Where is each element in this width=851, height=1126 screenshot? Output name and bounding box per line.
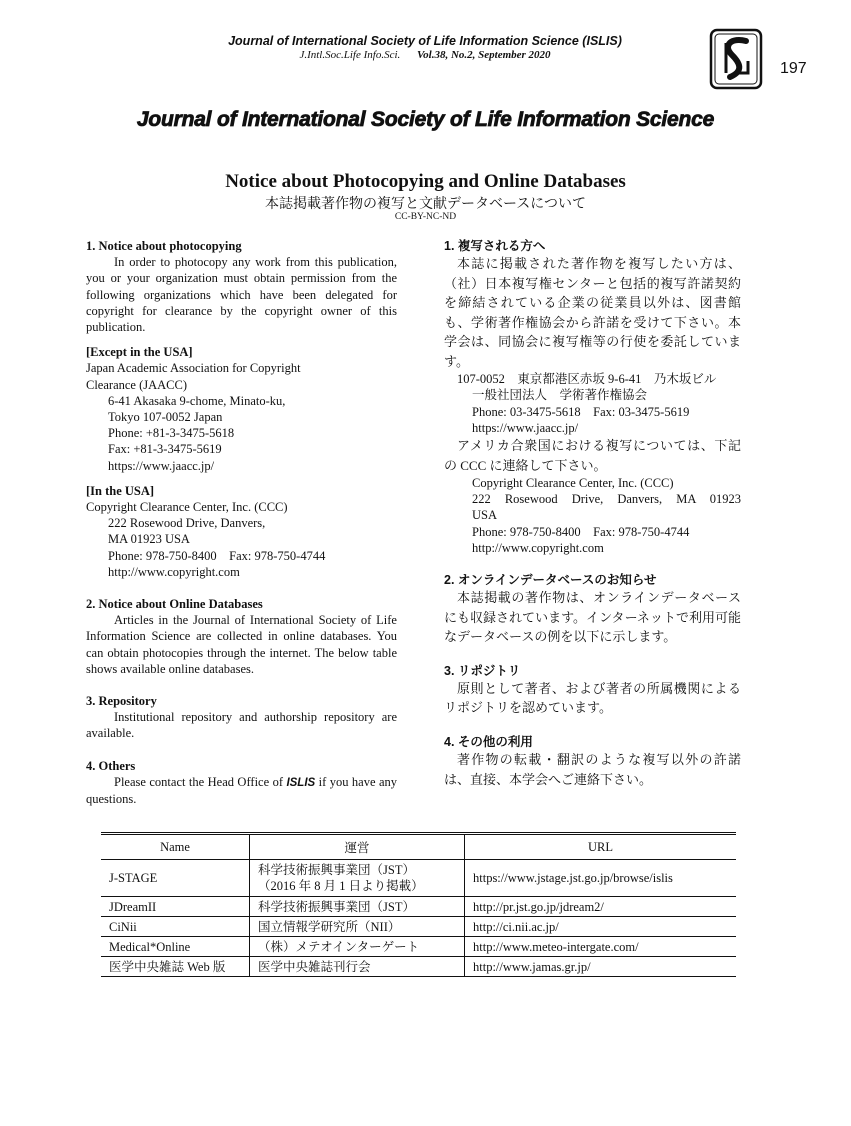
section-body: 本誌掲載の著作物は、オンラインデータベースにも収録されています。インターネットで利用可能なデータベースの例を以下に示します。 [444,590,741,645]
db-operator: 科学技術振興事業団（JST） [250,897,465,917]
address-line: 一般社団法人 学術著作権協会 [472,388,648,403]
subsection-heading: [In the USA] [86,483,155,498]
section-body: アメリカ合衆国における複写については、下記の CCC に連絡して下さい。 [444,438,741,473]
section-body: Please contact the Head Office of ISLIS if you have any questions. [86,774,398,807]
address-line: Japan Academic Association for Copyright [86,361,301,376]
column-header: URL [465,834,737,860]
section-body: In order to photocopy any work from this publication, you or your organization must obtain permission from the following organizations which have been delegated for copyright for clearance by the copyright owner of this publication. [86,255,397,335]
website-url: http://www.copyright.com [472,540,604,555]
db-url[interactable]: http://www.meteo-intergate.com/ [465,937,737,957]
table-row [101,917,736,937]
section-heading: 4. その他の利用 [444,734,533,749]
db-name: JDreamII [101,897,250,917]
address-line: Clearance (JAACC) [86,377,188,392]
subsection-heading: [Except in the USA] [86,345,193,360]
table-row [101,957,736,977]
db-operator: 科学技術振興事業団（JST） （2016 年 8 月 1 日より掲載） [250,860,465,897]
phone-number: Phone: 978-750-8400 Fax: 978-750-4744 [472,524,690,539]
address-line: Copyright Clearance Center, Inc. (CCC) [86,500,288,515]
db-operator: （株）メテオインターゲート [250,937,465,957]
section-heading: 1. 複写される方へ [444,239,546,253]
column-header: 運営 [250,834,465,860]
website-url: http://www.copyright.com [108,564,240,579]
db-url[interactable]: http://ci.nii.ac.jp/ [465,917,737,937]
section-heading: 1. Notice about photocopying [86,239,242,253]
db-name: CiNii [101,917,250,937]
address-line: Copyright Clearance Center, Inc. (CCC) [472,476,674,491]
online-databases-table [101,832,736,977]
db-url[interactable]: https://www.jstage.jst.go.jp/browse/islis [465,860,737,897]
phone-number: Phone: 03-3475-5618 Fax: 03-3475-5619 [472,404,690,419]
website-url: https://www.jaacc.jp/ [108,458,215,473]
section-heading: 3. リポジトリ [444,663,521,678]
db-name: J-STAGE [109,871,158,885]
section-heading: 2. オンラインデータベースのお知らせ [444,573,657,588]
section-heading: 2. Notice about Online Databases [86,597,263,612]
section-body: 著作物の転載・翻訳のような複写以外の許諾は、直接、本学会へご連絡下さい。 [444,752,741,787]
section-heading: 3. Repository [86,694,157,709]
db-url[interactable]: http://www.jamas.gr.jp/ [465,957,737,977]
address-line: MA 01923 USA [108,532,190,547]
license-label: CC-BY-NC-ND [394,212,457,222]
section-body: Institutional repository and authorship repository are available. [86,710,397,741]
db-name: 医学中央雑誌 Web 版 [101,957,250,977]
address-line: 6-41 Akasaka 9-chome, Minato-ku, [108,393,286,408]
section-body: 原則として著者、および著者の所属機関によるリポジトリを認めています。 [444,680,741,716]
section-body: 本誌に掲載された著作物を複写したい方は、（社）日本複写権センターと包括的複写許諾契約を締結されている企業の従業員以外は、図書館も、学術著作権協会から許諾を受けて下さい。本学会は、同協会に複写権等の行使を委託しています。 [444,256,741,369]
running-header-citation [150,49,700,61]
right-column-japanese [444,238,741,789]
table-row [101,937,736,957]
page-title-japanese: 本誌掲載著作物の複写と文献データベースについて [264,197,587,212]
section-heading: 4. Others [86,758,136,773]
islis-wordmark: ISLIS [286,776,316,789]
table-header-row [101,834,736,860]
table-row [101,897,736,917]
islis-logo [708,27,764,91]
section-body: Articles in the Journal of International Society of Life Information Science are collected in online databases. You can obtain photocopies through the internet. The below table shows available online databases. [86,613,397,676]
fax-number: Fax: +81-3-3475-5619 [108,442,222,457]
db-name: Medical*Online [101,937,250,957]
db-operator: 医学中央雑誌刊行会 [250,957,465,977]
volume-info: Vol.38, No.2, September 2020 [417,49,551,61]
page-title: Notice about Photocopying and Online Databases [225,171,626,192]
address-line: 222 Rosewood Drive, Danvers, MA 01923 [472,492,741,507]
address-line: Tokyo 107-0052 Japan [108,410,223,425]
address-line: 107-0052 東京都港区赤坂 9-6-41 乃木坂ビル [457,372,717,387]
phone-number: Phone: +81-3-3475-5618 [108,426,235,441]
left-column-english [86,238,397,807]
address-line: 222 Rosewood Drive, Danvers, [108,516,266,531]
db-operator: 国立情報学研究所（NII） [250,917,465,937]
column-header: Name [101,834,250,860]
phone-number: Phone: 978-750-8400 Fax: 978-750-4744 [108,548,326,563]
db-url[interactable]: http://pr.jst.go.jp/jdream2/ [465,897,737,917]
page-number: 197 [780,60,807,77]
table-row [101,860,736,897]
journal-abbrev: J.Intl.Soc.Life Info.Sci. [299,49,401,61]
address-line: USA [472,508,498,523]
website-url: https://www.jaacc.jp/ [472,420,579,435]
running-header-journal: Journal of International Society of Life Information Science (ISLIS) [228,34,622,48]
journal-banner: Journal of International Society of Life Information Science [136,108,715,131]
